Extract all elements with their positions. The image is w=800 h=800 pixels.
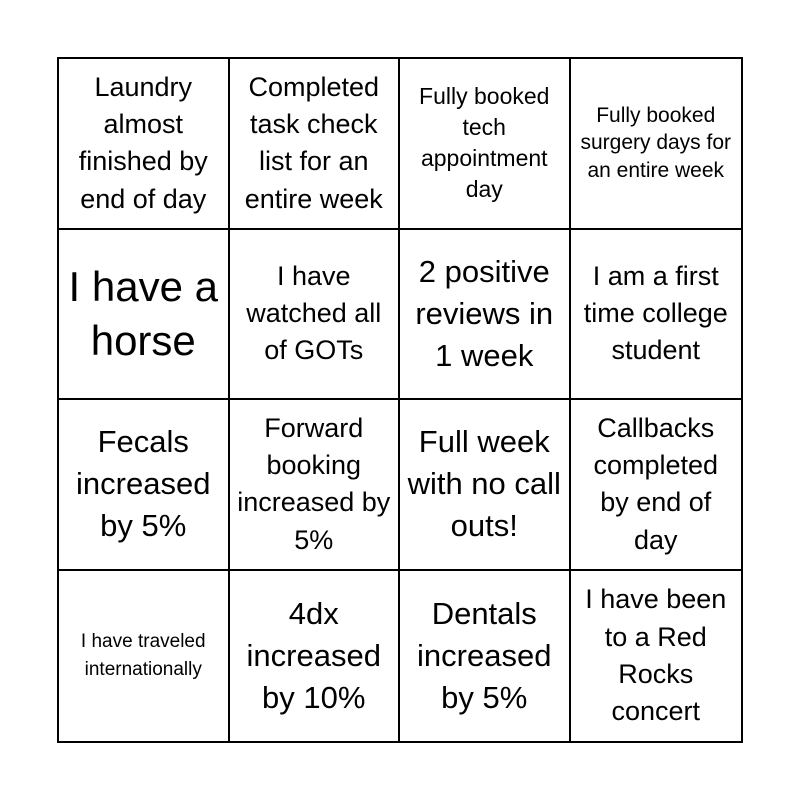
bingo-cell-r4-c1 xyxy=(59,571,230,742)
bingo-cell-r2-c4 xyxy=(571,230,742,401)
bingo-cell-r1-c2 xyxy=(230,59,401,230)
bingo-cell-r1-c4 xyxy=(571,59,742,230)
bingo-cell-r4-c4 xyxy=(571,571,742,742)
bingo-board xyxy=(57,57,743,743)
bingo-cell-text: Fecals increased by 5% xyxy=(76,424,211,544)
bingo-cell-text: Callbacks completed by end of day xyxy=(593,412,719,555)
bingo-cell-text: Fully booked tech appointment day xyxy=(419,83,550,203)
bingo-cell-r4-c2 xyxy=(230,571,401,742)
bingo-cell-r2-c1 xyxy=(59,230,230,401)
bingo-cell-r3-c1 xyxy=(59,400,230,571)
bingo-cell-text: Fully booked surgery days for an entire week xyxy=(580,103,732,183)
bingo-cell-text: I have watched all of GOTs xyxy=(246,260,382,366)
bingo-cell-r1-c3 xyxy=(400,59,571,230)
bingo-cell-text: Forward booking increased by 5% xyxy=(237,412,391,555)
bingo-cell-text: Full week with no call outs! xyxy=(407,424,561,544)
bingo-cell-text: I have traveled internationally xyxy=(80,631,206,680)
bingo-cell-text: Completed task check list for an entire week xyxy=(244,71,383,214)
bingo-cell-text: 4dx increased by 10% xyxy=(246,595,381,715)
bingo-cell-text: Dentals increased by 5% xyxy=(417,595,552,715)
bingo-cell-text: I have a horse xyxy=(68,263,218,364)
bingo-cell-r3-c4 xyxy=(571,400,742,571)
bingo-cell-r2-c3 xyxy=(400,230,571,401)
bingo-cell-text: I have been to a Red Rocks concert xyxy=(585,584,727,726)
bingo-cell-text: Laundry almost finished by end of day xyxy=(78,71,208,214)
bingo-cell-r3-c3 xyxy=(400,400,571,571)
bingo-cell-text: 2 positive reviews in 1 week xyxy=(415,253,554,373)
bingo-cell-r4-c3 xyxy=(400,571,571,742)
bingo-cell-r3-c2 xyxy=(230,400,401,571)
bingo-cell-r2-c2 xyxy=(230,230,401,401)
bingo-cell-r1-c1 xyxy=(59,59,230,230)
bingo-cell-text: I am a first time college student xyxy=(583,260,728,366)
